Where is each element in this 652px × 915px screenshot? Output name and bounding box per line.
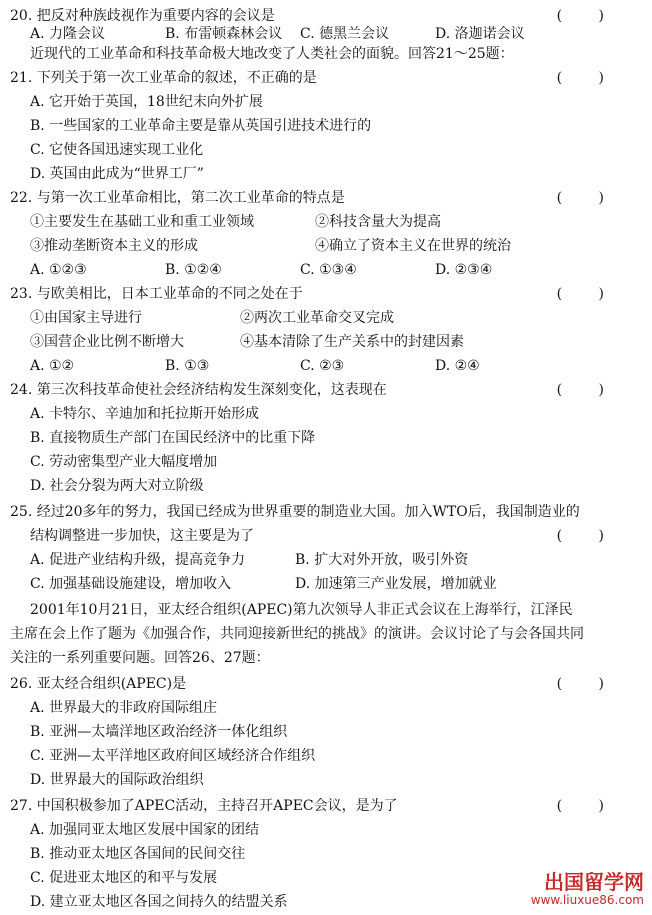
q22-option-b: B. ①②④ — [165, 262, 222, 278]
q20-option-a: A. 力隆会议 — [30, 26, 106, 42]
passage-26-27-line1: 2001年10月21日，亚太经合组织(APEC)第九次领导人非正式会议在上海举行，江泽民 — [30, 602, 573, 618]
q22-item-4: ④确立了资本主义在世界的统治 — [315, 238, 511, 254]
q26-stem: 26. 亚太经合组织(APEC)是 — [10, 676, 187, 692]
q27-option-d: D. 建立亚太地区各国之间持久的结盟关系 — [30, 894, 288, 910]
q26-option-d: D. 世界最大的国际政治组织 — [30, 772, 204, 788]
q25-stem-line1: 25. 经过20多年的努力，我国已经成为世界重要的制造业大国。加入WTO后，我国制造业的 — [10, 504, 580, 520]
q27-option-b: B. 推动亚太地区各国间的民间交往 — [30, 846, 246, 862]
q21-option-d: D. 英国由此成为“世界工厂” — [30, 166, 204, 182]
q26-stem-line — [10, 674, 640, 694]
q22-options — [30, 260, 640, 280]
q23-stem: 23. 与欧美相比，日本工业革命的不同之处在于 — [10, 286, 303, 302]
q25-option-c: C. 加强基础设施建设，增加收入 — [30, 576, 232, 592]
watermark-url-text: www.liuxue86.com — [530, 893, 644, 907]
q22-option-c: C. ①③④ — [300, 262, 357, 278]
q23-option-b: B. ①③ — [165, 358, 210, 374]
q22-items-row1 — [30, 212, 640, 232]
q25-answer-paren: ( ) — [556, 528, 620, 544]
q24-option-b: B. 直接物质生产部门在国民经济中的比重下降 — [30, 430, 316, 446]
q22-option-d: D. ②③④ — [435, 262, 493, 278]
q21-stem: 21. 下列关于第一次工业革命的叙述，不正确的是 — [10, 70, 317, 86]
q27-stem: 27. 中国积极参加了APEC活动，主持召开APEC会议，是为了 — [10, 798, 398, 814]
q23-item-1: ①由国家主导进行 — [30, 310, 142, 326]
q26-option-b: B. 亚洲—太墙洋地区政治经济一体化组织 — [30, 724, 288, 740]
q22-stem-line — [10, 188, 640, 208]
q20-option-d: D. 洛迦诺会议 — [435, 26, 525, 42]
q25-options-row2 — [30, 574, 640, 594]
q22-answer-paren: ( ) — [556, 190, 620, 206]
q24-option-a: A. 卡特尔、辛迪加和托拉斯开始形成 — [30, 406, 260, 422]
q22-option-a: A. ①②③ — [30, 262, 87, 278]
q20-option-b: B. 布雷顿森林会议 — [165, 26, 283, 42]
q23-items-row2 — [30, 332, 640, 352]
q23-answer-paren: ( ) — [556, 286, 620, 302]
q23-item-2: ②两次工业革命交叉完成 — [240, 310, 394, 326]
q22-item-1: ①主要发生在基础工业和重工业领域 — [30, 214, 254, 230]
q23-item-3: ③国营企业比例不断增大 — [30, 334, 184, 350]
q24-option-d: D. 社会分裂为两大对立阶级 — [30, 478, 204, 494]
q24-option-c: C. 劳动密集型产业大幅度增加 — [30, 454, 218, 470]
q27-stem-line — [10, 796, 640, 816]
q23-stem-line — [10, 284, 640, 304]
q27-option-a: A. 加强同亚太地区发展中国家的团结 — [30, 822, 260, 838]
passage-26-27-line3: 关注的一系列重要问题。回答26、27题： — [10, 650, 270, 666]
q22-item-3: ③推动垄断资本主义的形成 — [30, 238, 198, 254]
q22-items-row2 — [30, 236, 640, 256]
site-watermark — [504, 871, 644, 911]
passage-26-27-line2: 主席在会上作了题为《加强合作，共同迎接新世纪的挑战》的演讲。会议讨论了与会各国共同 — [10, 626, 584, 642]
q24-stem: 24. 第三次科技革命使社会经济结构发生深刻变化，这表现在 — [10, 382, 387, 398]
q26-option-c: C. 亚洲—太平洋地区政府间区域经济合作组织 — [30, 748, 316, 764]
q20-stem-line — [10, 6, 640, 26]
q25-option-a: A. 促进产业结构升级，提高竞争力 — [30, 552, 246, 568]
q24-answer-paren: ( ) — [556, 382, 620, 398]
q25-stem-line2 — [30, 526, 640, 546]
q23-option-c: C. ②③ — [300, 358, 345, 374]
q25-option-d: D. 加速第三产业发展，增加就业 — [295, 576, 497, 592]
q23-option-d: D. ②④ — [435, 358, 480, 374]
q25-options-row1 — [30, 550, 640, 570]
q25-option-b: B. 扩大对外开放，吸引外资 — [295, 552, 469, 568]
q20-stem: 20. 把反对种族歧视作为重要内容的会议是 — [10, 8, 275, 24]
q23-option-a: A. ①② — [30, 358, 75, 374]
q23-options — [30, 356, 640, 376]
q20-answer-paren: ( ) — [556, 8, 620, 24]
q23-item-4: ④基本清除了生产关系中的封建因素 — [240, 334, 464, 350]
q21-option-a: A. 它开始于英国，18世纪末向外扩展 — [30, 94, 263, 110]
q21-answer-paren: ( ) — [556, 70, 620, 86]
q27-option-c: C. 促进亚太地区的和平与发展 — [30, 870, 218, 886]
q20-option-c: C. 德黑兰会议 — [300, 26, 390, 42]
q22-stem: 22. 与第一次工业革命相比，第二次工业革命的特点是 — [10, 190, 345, 206]
q20-options — [30, 24, 640, 44]
q27-answer-paren: ( ) — [556, 798, 620, 814]
q21-option-b: B. 一些国家的工业革命主要是靠从英国引进技术进行的 — [30, 118, 372, 134]
q21-option-c: C. 它使各国迅速实现工业化 — [30, 142, 204, 158]
q26-answer-paren: ( ) — [556, 676, 620, 692]
q22-item-2: ②科技含量大为提高 — [315, 214, 441, 230]
passage-21-25: 近现代的工业革命和科技革命极大地改变了人类社会的面貌。回答21～25题： — [30, 46, 514, 62]
q26-option-a: A. 世界最大的非政府国际组庄 — [30, 700, 218, 716]
q25-stem2: 结构调整进一步加快，这主要是为了 — [30, 528, 254, 544]
q23-items-row1 — [30, 308, 640, 328]
q24-stem-line — [10, 380, 640, 400]
watermark-cn-text: 出国留学网 — [544, 870, 644, 894]
q21-stem-line — [10, 68, 640, 88]
